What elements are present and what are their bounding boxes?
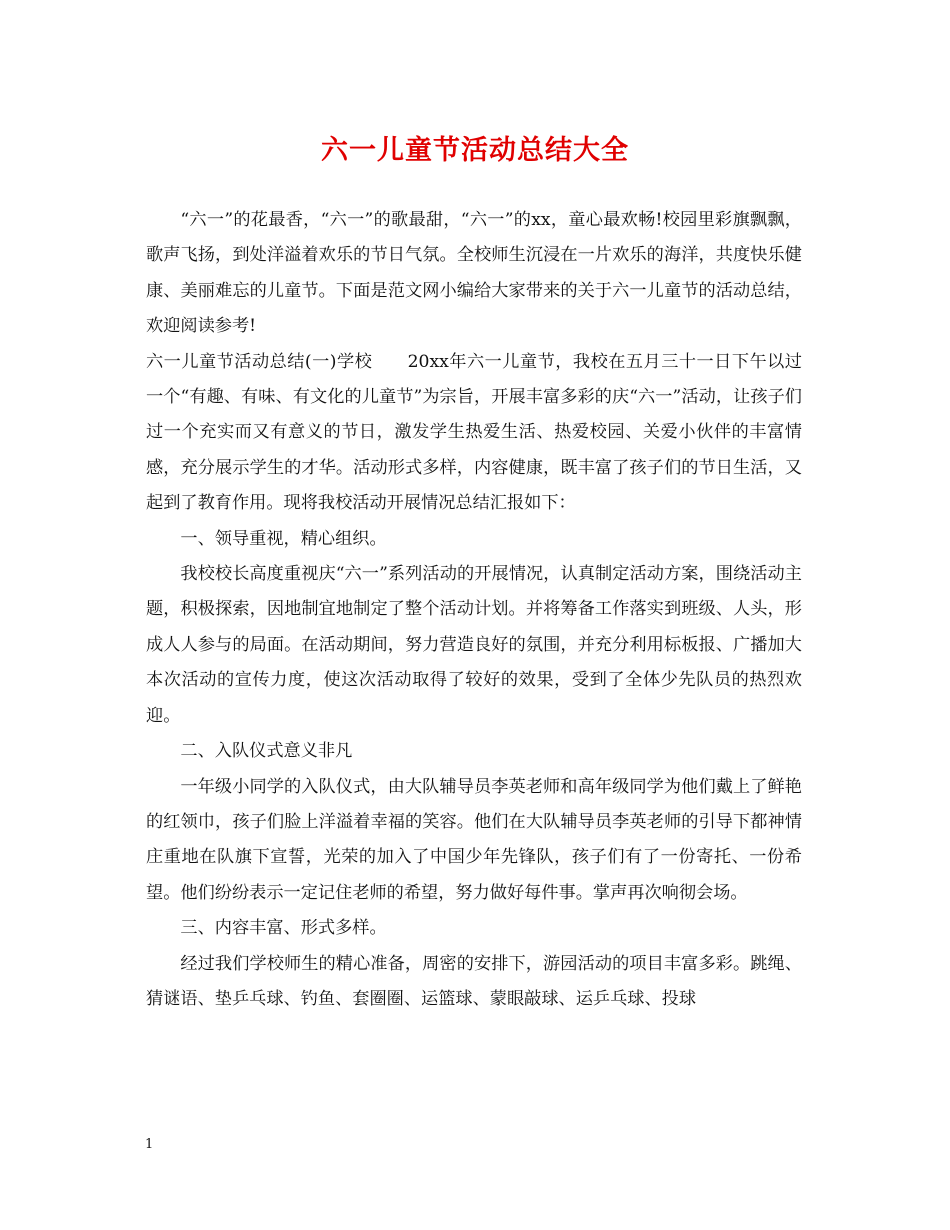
document-body <box>146 203 802 1017</box>
paragraph-summary-one: 六一儿童节活动总结(一)学校 20xx年六一儿童节，我校在五月三十一日下午以过一个“有趣、有味、有文化的儿童节”为宗旨，开展丰富多彩的庆“六一”活动，让孩子们过一个充实而又有意义的节日，激发学生热爱生活、热爱校园、关爱小伙伴的丰富情感，充分展示学生的才华。活动形式多样，内容健康，既丰富了孩子们的节日生活，又起到了教育作用。现将我校活动开展情况总结汇报如下： <box>146 351 802 514</box>
page-number: 1 <box>145 1137 154 1152</box>
document-title: 六一儿童节活动总结大全 <box>321 135 629 166</box>
paragraph-section-1: 我校校长高度重视庆“六一”系列活动的开展情况，认真制定活动方案，围绕活动主题，积极探索，因地制宜地制定了整个活动计划。并将筹备工作落实到班级、人头，形成人人参与的局面。在活动期间，努力营造良好的氛围，并充分利用标板报、广播加大本次活动的宣传力度，使这次活动取得了较好的效果，受到了全体少先队员的热烈欢迎。 <box>146 564 802 726</box>
section-heading-3: 三、内容丰富、形式多样。 <box>180 918 387 939</box>
section-heading-2: 二、入队仪式意义非凡 <box>180 741 353 762</box>
section-heading-1: 一、领导重视，精心组织。 <box>180 528 387 549</box>
paragraph-intro: “六一”的花最香，“六一”的歌最甜，“六一”的xx，童心最欢畅!校园里彩旗飘飘，歌声飞扬，到处洋溢着欢乐的节日气氛。全校师生沉浸在一片欢乐的海洋，共度快乐健康、美丽难忘的儿童节。下面是范文网小编给大家带来的关于六一儿童节的活动总结，欢迎阅读参考! <box>146 210 802 337</box>
paragraph-section-3: 经过我们学校师生的精心准备，周密的安排下，游园活动的项目丰富多彩。跳绳、猜谜语、垫乒乓球、钓鱼、套圈圈、运篮球、蒙眼敲球、运乒乓球、投球 <box>146 953 802 1009</box>
paragraph-section-2: 一年级小同学的入队仪式，由大队辅导员李英老师和高年级同学为他们戴上了鲜艳的红领巾，孩子们脸上洋溢着幸福的笑容。他们在大队辅导员李英老师的引导下都神情庄重地在队旗下宣誓，光荣的加入了中国少年先锋队，孩子们有了一份寄托、一份希望。他们纷纷表示一定记住老师的希望，努力做好每件事。掌声再次响彻会场。 <box>146 776 802 903</box>
